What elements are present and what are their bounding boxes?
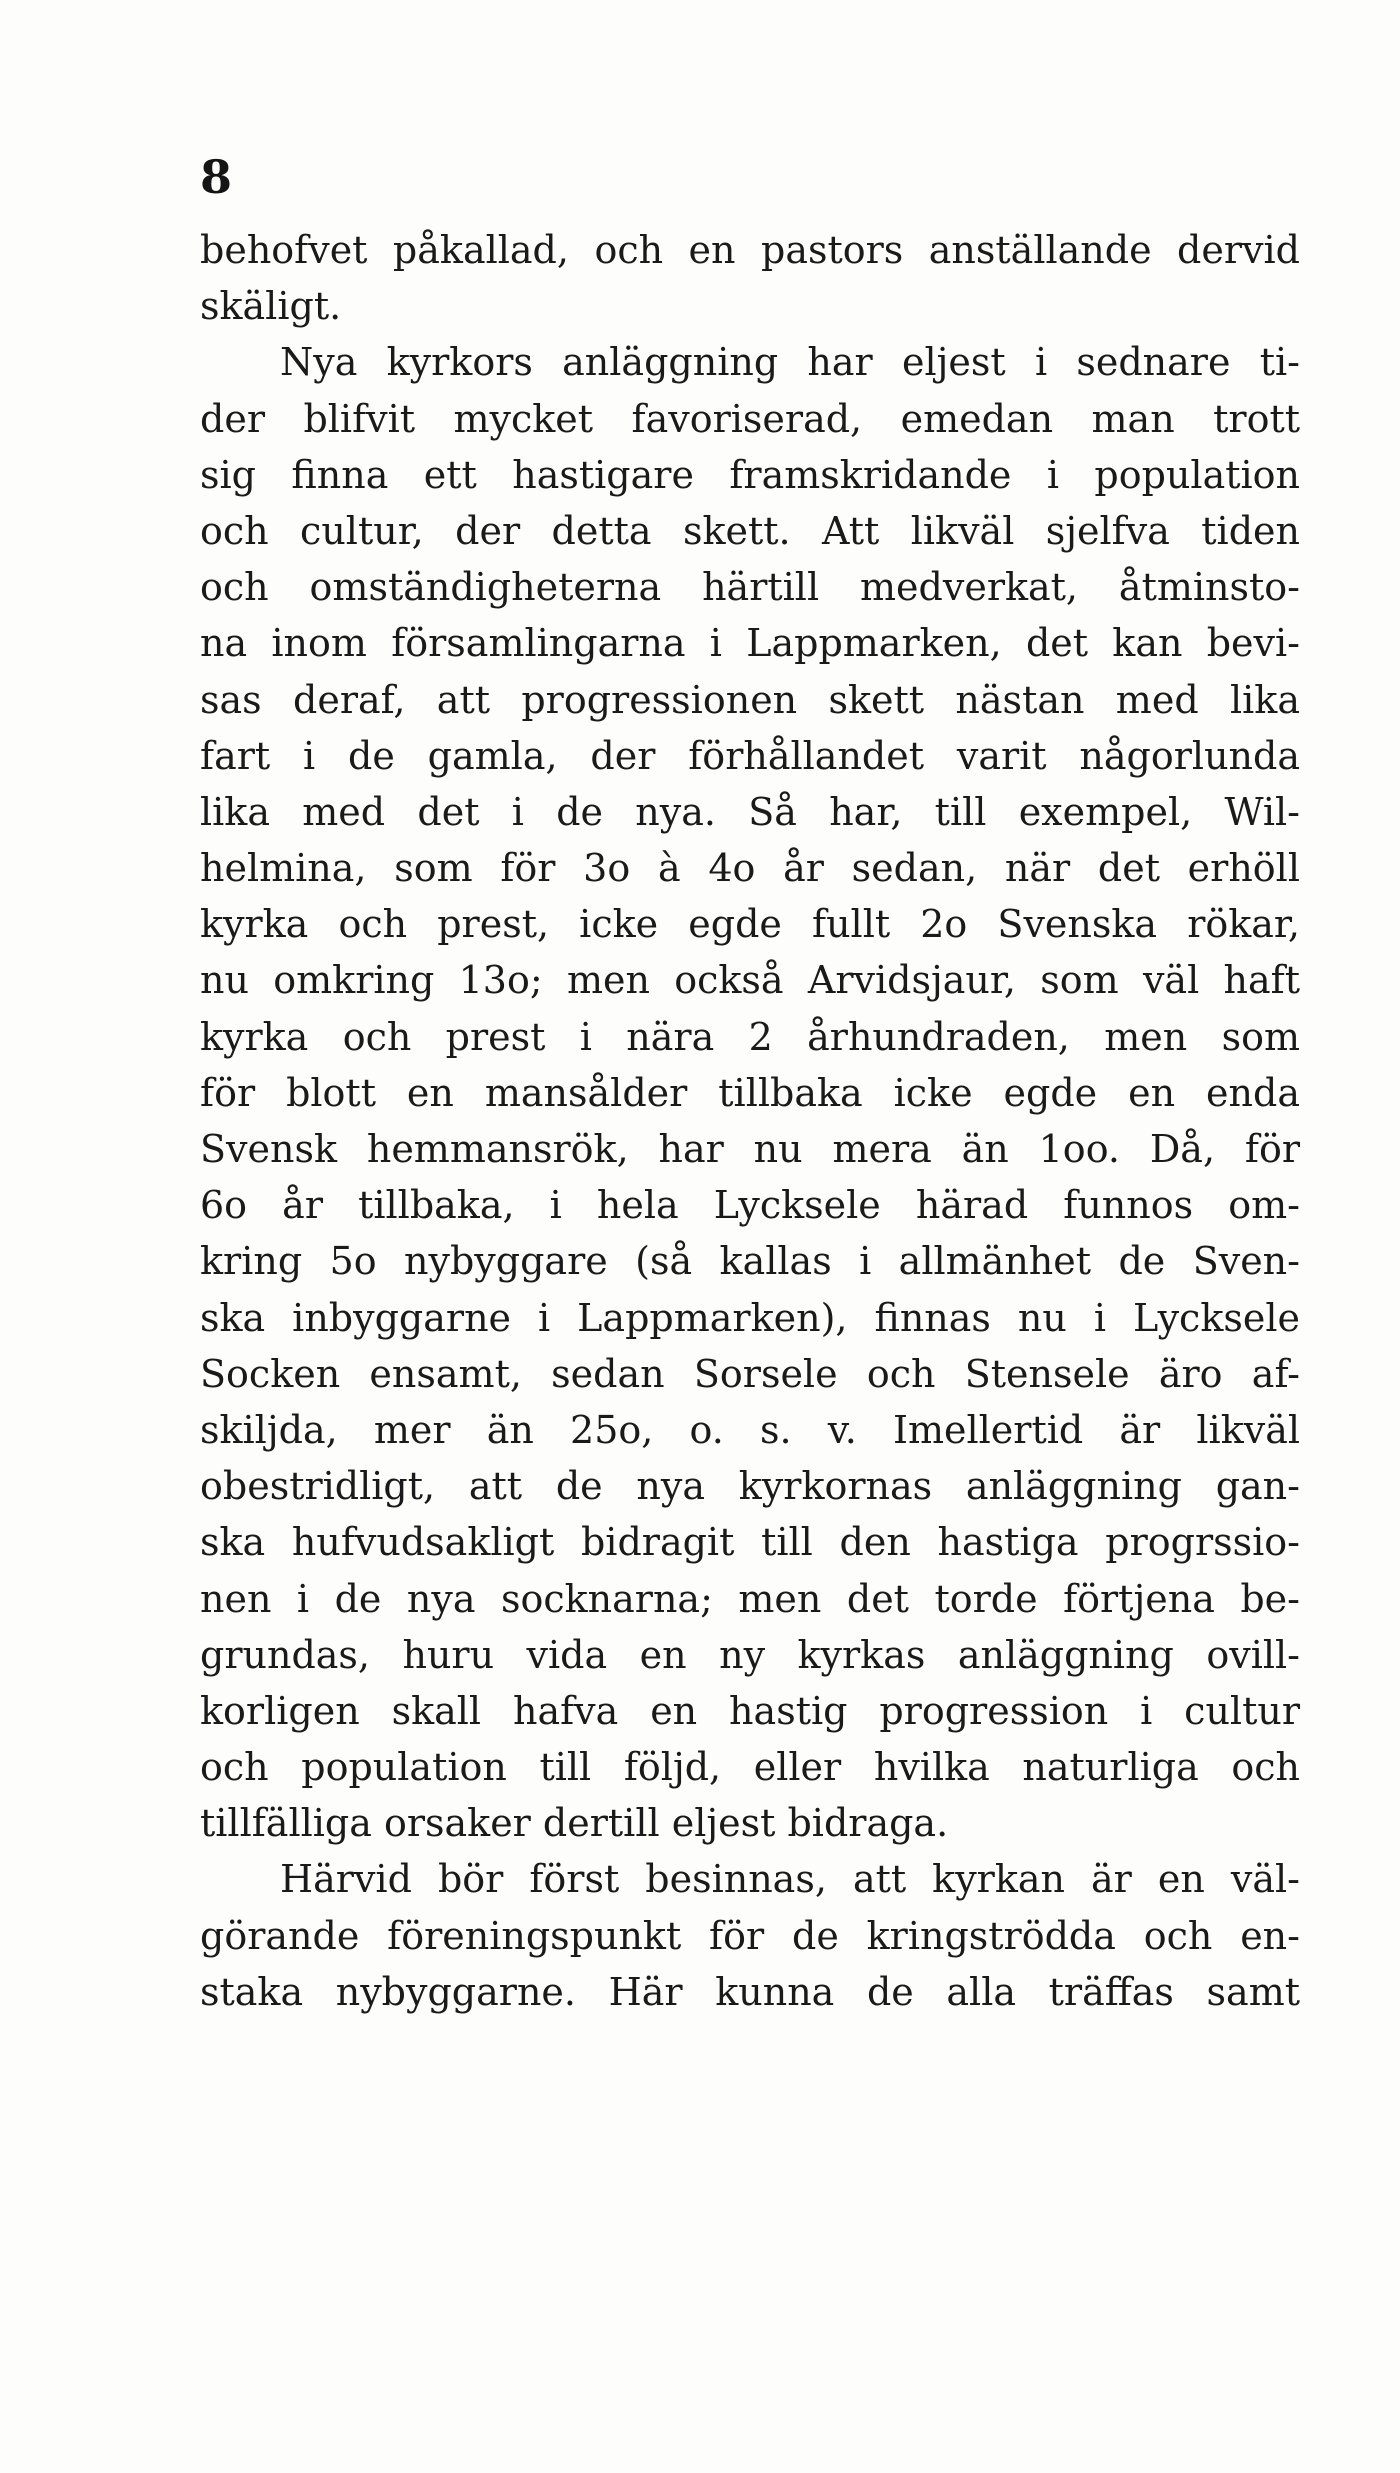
text-line: Härvid bör först besinnas, att kyrkan är en väl- [280,1857,1300,1902]
text-line: Socken ensamt, sedan Sorsele och Stensele äro af- [200,1351,1300,1396]
text-line: görande föreningspunkt för de kringströdda och en- [200,1913,1300,1958]
text-line: Svensk hemmansrök, har nu mera än 1oo. Då, för [200,1127,1300,1171]
text-line: sas deraf, att progressionen skett nästan med lika [200,677,1300,722]
text-line: fart i de gamla, der förhållandet varit någorlunda [200,733,1300,778]
text-line: skiljda, mer än 25o, o. s. v. Imellertid är likväl [200,1407,1300,1452]
text-line: kring 5o nybyggare (så kallas i allmänhet de Sven- [200,1239,1300,1284]
text-line: grundas, huru vida en ny kyrkas anläggning ovill- [200,1632,1300,1677]
text-line: der blifvit mycket favoriserad, emedan man trott [200,396,1300,441]
text-line: tillfälliga orsaker dertill eljest bidraga. [200,1801,949,1846]
text-line: skäligt. [200,284,342,329]
text-line: nen i de nya socknarna; men det torde förtjena be- [200,1576,1300,1621]
text-line: na inom församlingarna i Lappmarken, det kan bevi- [200,621,1300,666]
page-number: 8 [200,150,233,204]
text-line: sig finna ett hastigare framskridande i population [200,452,1300,497]
text-line: och population till följd, eller hvilka naturliga och [200,1745,1300,1790]
text-line: för blott en mansålder tillbaka icke egde en enda [200,1070,1300,1115]
text-line: lika med det i de nya. Så har, till exempel, Wil- [200,789,1300,834]
text-line: kyrka och prest i nära 2 århundraden, men som [200,1014,1300,1059]
text-line: nu omkring 13o; men också Arvidsjaur, som väl haft [200,958,1300,1003]
body-text [200,222,1300,2020]
text-line: kyrka och prest, icke egde fullt 2o Svenska rökar, [200,902,1300,947]
text-line: behofvet påkallad, och en pastors anställande dervid [200,228,1300,272]
text-line: korligen skall hafva en hastig progression i cultur [200,1688,1300,1733]
text-line: och cultur, der detta skett. Att likväl sjelfva tiden [200,508,1300,553]
text-line: ska inbyggarne i Lappmarken), finnas nu i Lycksele [200,1295,1300,1340]
text-line: ska hufvudsakligt bidragit till den hastiga progrssio- [200,1520,1300,1565]
text-line: obestridligt, att de nya kyrkornas anläggning gan- [200,1464,1300,1509]
text-line: staka nybyggarne. Här kunna de alla träffas samt [200,1969,1300,2014]
text-line: helmina, som för 3o à 4o år sedan, när det erhöll [200,846,1300,891]
text-line: 6o år tillbaka, i hela Lycksele härad funnos om- [200,1183,1300,1228]
text-line: och omständigheterna härtill medverkat, åtminsto- [200,565,1300,610]
text-line: Nya kyrkors anläggning har eljest i sednare ti- [280,340,1300,385]
